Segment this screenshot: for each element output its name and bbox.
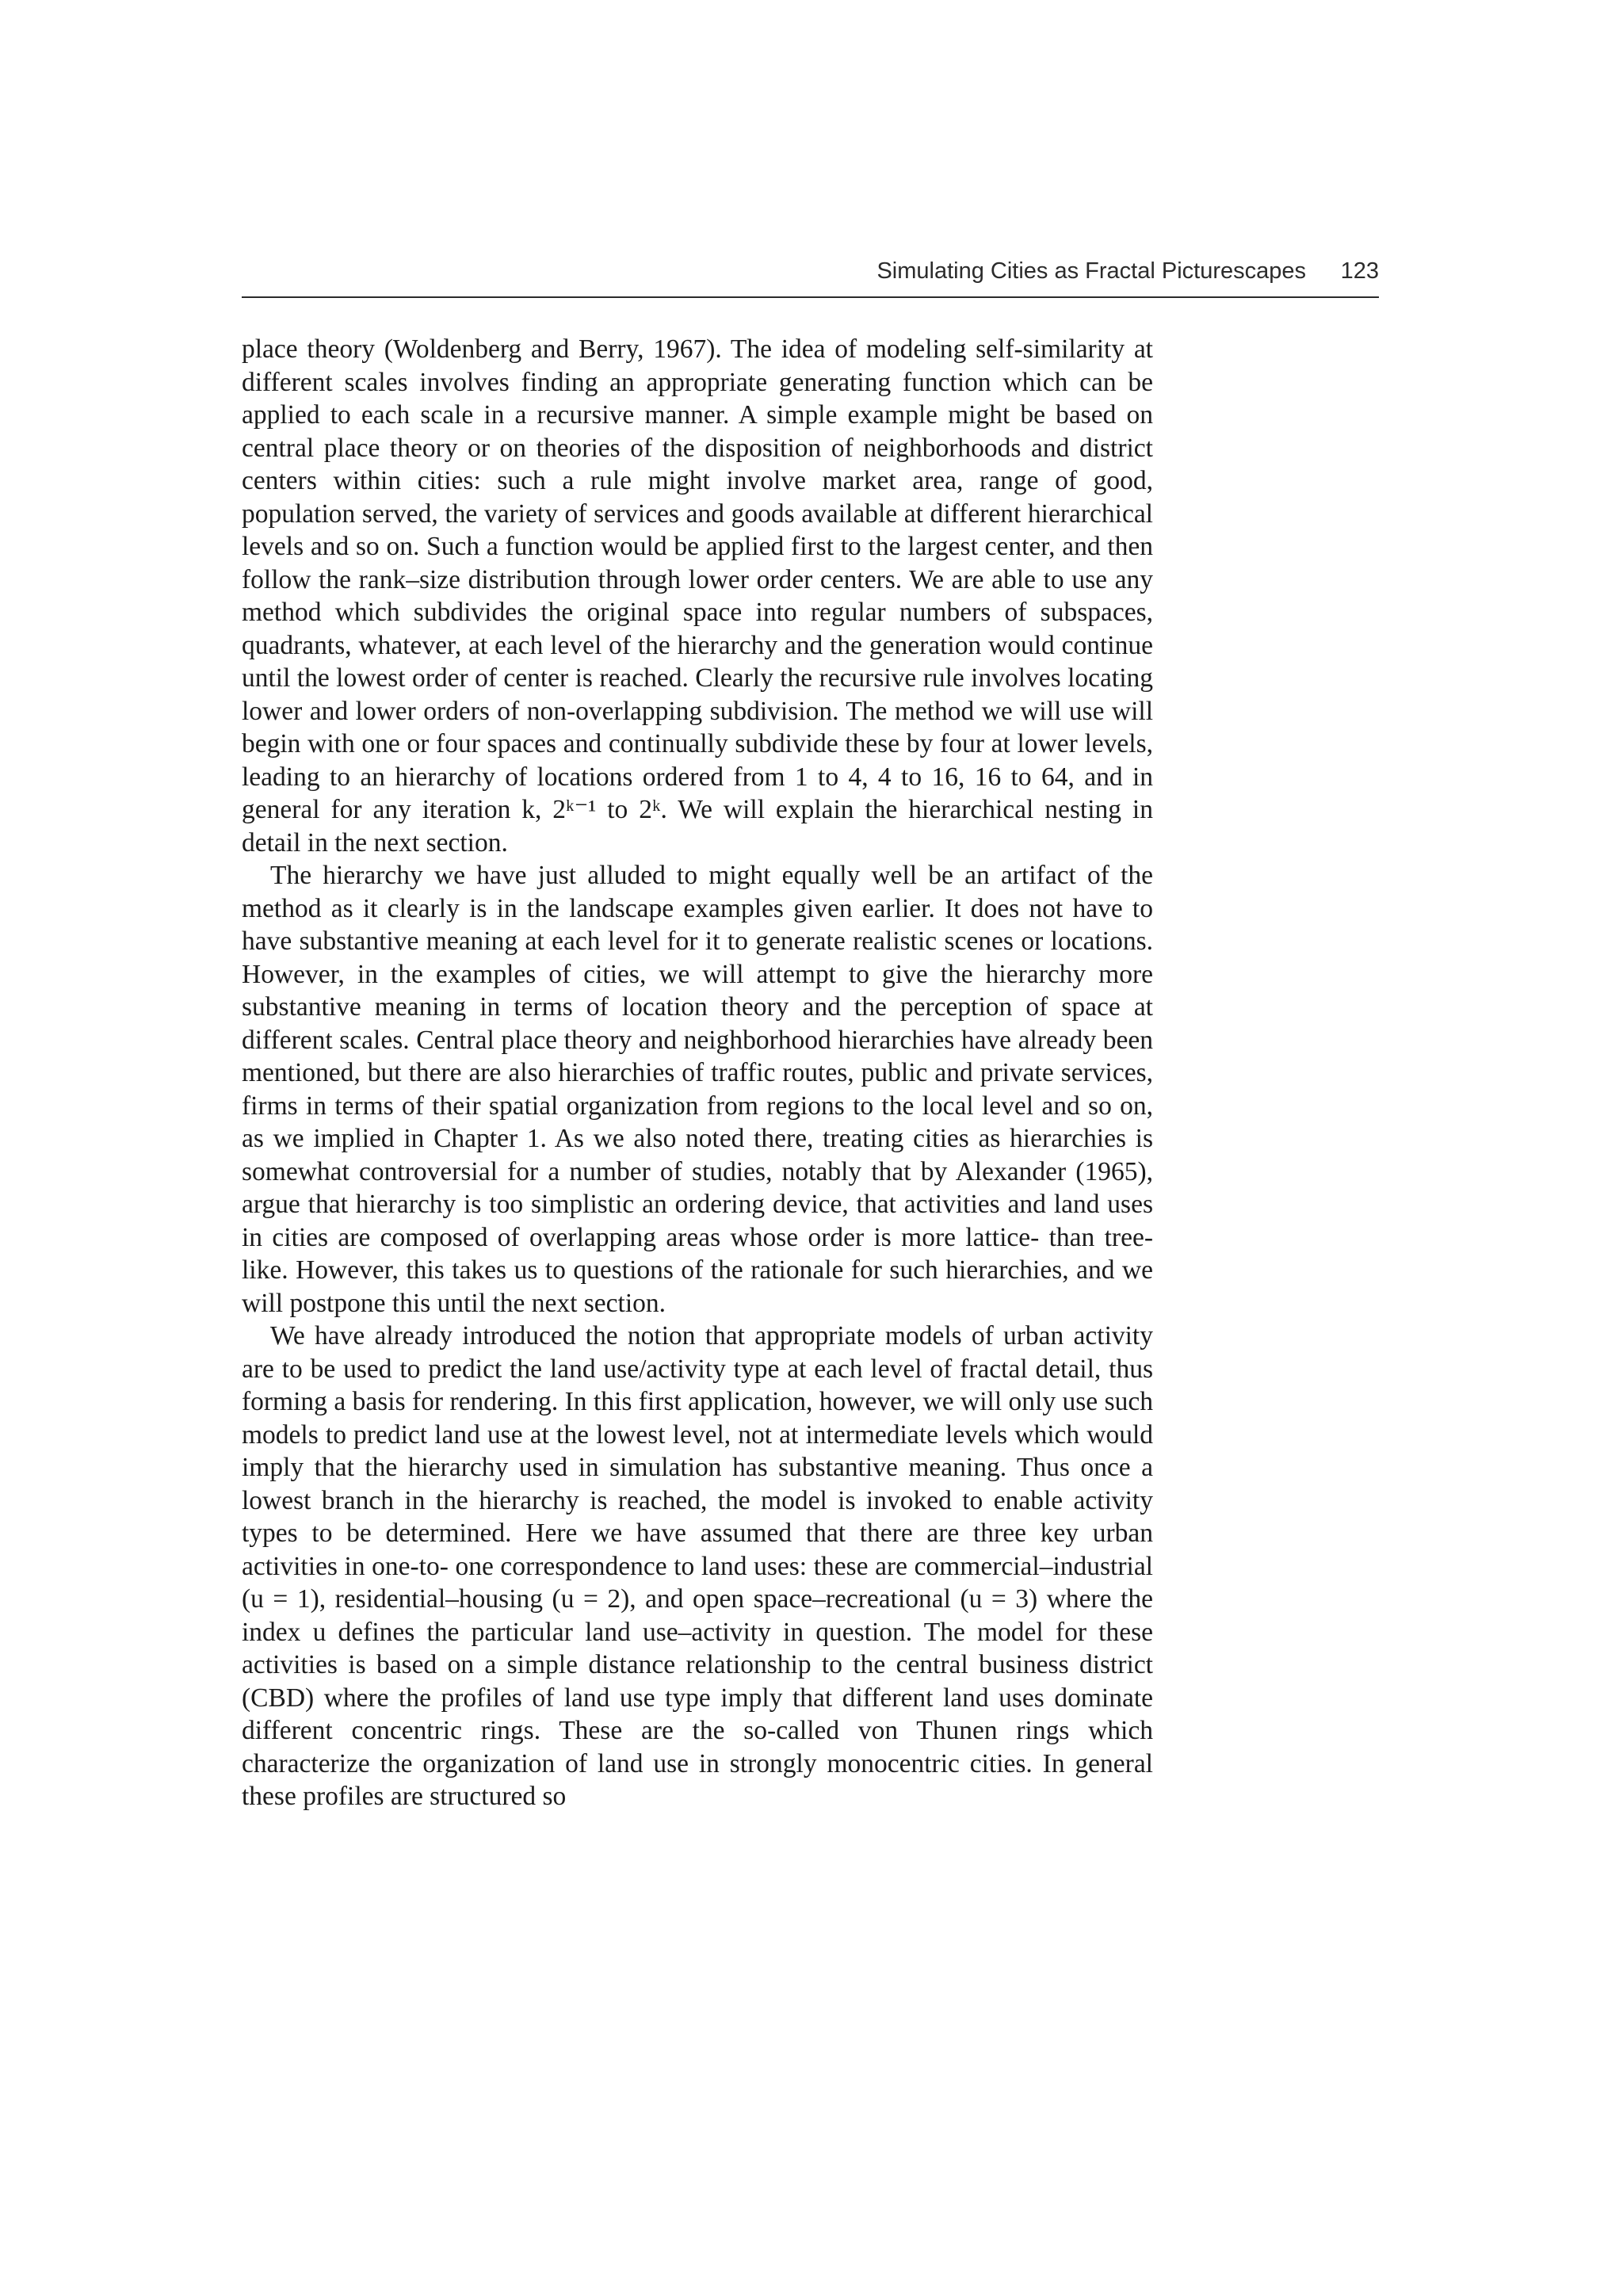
body-text	[242, 333, 1153, 1813]
running-header	[242, 255, 1379, 298]
paragraph-2: The hierarchy we have just alluded to might equally well be an artifact of the method as it clearly is in the landscape examples given earlier. It does not have to have substantive meaning at each level for it to generate realistic scenes or locations. However, in the examples of cities, we will attempt to give the hierarchy more substantive meaning in terms of location theory and the perception of space at different scales. Central place theory and neighborhood hierarchies have already been mentioned, but there are also hierarchies of traffic routes, public and private services, firms in terms of their spatial organization from regions to the local level and so on, as we implied in Chapter 1. As we also noted there, treating cities as hierarchies is somewhat controversial for a number of studies, notably that by Alexander (1965), argue that hierarchy is too simplistic an ordering device, that activities and land uses in cities are composed of overlapping areas whose order is more lattice- than tree-like. However, this takes us to questions of the rationale for such hierarchies, and we will postpone this until the next section.	[242, 861, 1153, 1318]
running-title: Simulating Cities as Fractal Picturescapes	[876, 258, 1306, 284]
paragraph-1: place theory (Woldenberg and Berry, 1967). The idea of modeling self-similarity at different scales involves finding an appropriate generating function which can be applied to each scale in a recursive manner. A simple example might be based on central place theory or on theories of the disposition of neighborhoods and district centers within cities: such a rule might involve market area, range of good, population served, the variety of services and goods available at different hierarchical levels and so on. Such a function would be applied first to the largest center, and then follow the rank–size distribution through lower order centers. We are able to use any method which subdivides the original space into regular numbers of subspaces, quadrants, whatever, at each level of the hierarchy and the generation would continue until the lowest order of center is reached. Clearly the recursive rule involves locating lower and lower orders of non-overlapping subdivision. The method we will use will begin with one or four spaces and continually subdivide these by four at lower levels, leading to an hierarchy of locations ordered from 1 to 4, 4 to 16, 16 to 64, and in general for any iteration k, 2ᵏ⁻¹ to 2ᵏ. We will explain the hierarchical nesting in detail in the next section.	[242, 334, 1153, 858]
paragraph-3: We have already introduced the notion that appropriate models of urban activity are to be used to predict the land use/activity type at each level of fractal detail, thus forming a basis for rendering. In this first application, however, we will only use such models to predict land use at the lowest level, not at intermediate levels which would imply that the hierarchy used in simulation has substantive meaning. Thus once a lowest branch in the hierarchy is reached, the model is invoked to enable activity types to be determined. Here we have assumed that there are three key urban activities in one-to- one correspondence to land uses: these are commercial–industrial (u = 1), residential–housing (u = 2), and open space–recreational (u = 3) where the index u defines the particular land use–activity in question. The model for these activities is based on a simple distance relationship to the central business district (CBD) where the profiles of land use type imply that different land uses dominate different concentric rings. These are the so-called von Thunen rings which characterize the organization of land use in strongly monocentric cities. In general these profiles are structured so	[242, 1321, 1153, 1811]
page-number: 123	[1340, 258, 1379, 284]
